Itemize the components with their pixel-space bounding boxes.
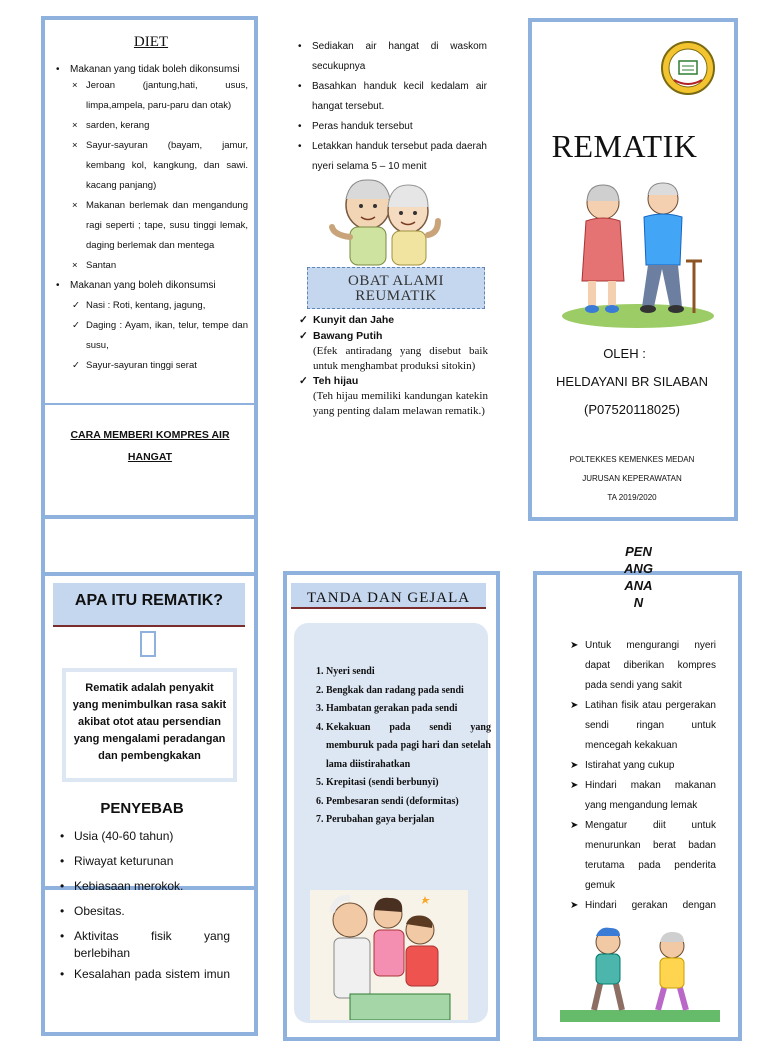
penanganan-title xyxy=(617,543,660,611)
obat-item-name: ✓ Teh hijau xyxy=(297,373,488,389)
diet-allowed-item: ✓ Daging : Ayam, ikan, telur, tempe dan susu, xyxy=(70,316,248,356)
elderly-man-figure xyxy=(332,898,370,998)
cover-author: HELDAYANI BR SILABAN xyxy=(556,374,708,389)
cover-nim: (P07520118025) xyxy=(584,402,680,417)
apa-definition: Rematik adalah penyakit yang menimbulkan rasa sakit akibat otot atau persendian yang mengalami peradangan dan pembengkakan xyxy=(62,668,237,782)
tanda-item: 1. Nyeri sendi xyxy=(326,663,491,682)
apa-title: APA ITU REMATIK? xyxy=(53,583,245,627)
elderly-woman-figure xyxy=(582,185,624,313)
elderly-couple-illustration xyxy=(328,175,442,267)
penanganan-title-line: ANG xyxy=(624,561,653,576)
kompres-step: • Sediakan air hangat di waskom secukupnya xyxy=(296,37,487,77)
diet-allowed-item: ✓ Sayur-sayuran tinggi serat xyxy=(70,356,248,376)
tanda-item: 5. Krepitasi (sendi berbunyi) xyxy=(326,774,491,793)
tanda-list xyxy=(310,663,491,830)
penanganan-item: ➤ Hindari makan makanan yang mengandung lemak xyxy=(568,776,716,816)
diet-not-allowed-item: × Sayur-sayuran (bayam, jamur, kembang kol, kangkung, dan sawi. kacang panjang) xyxy=(70,136,248,196)
obat-title: OBAT ALAMI REUMATIK xyxy=(307,267,485,309)
obat-item-name: ✓ Kunyit dan Jahe xyxy=(297,312,488,328)
diet-allowed-item: ✓ Nasi : Roti, kentang, jagung, xyxy=(70,296,248,316)
elderly-man-figure xyxy=(640,183,684,313)
penanganan-title-line: PEN xyxy=(625,544,652,559)
penyebab-item: • Kesalahan pada sistem imun xyxy=(58,966,230,983)
penyebab-item: • Usia (40-60 tahun) xyxy=(58,828,230,845)
obat-item-name: ✓ Bawang Putih xyxy=(297,328,488,344)
tanda-item: 6. Pembesaran sendi (deformitas) xyxy=(326,793,491,812)
elderly-man-figure xyxy=(594,928,622,1010)
nurse-figure xyxy=(374,898,404,976)
elderly-walking-illustration xyxy=(558,181,716,333)
penyebab-list xyxy=(58,828,230,983)
cover-department: JURUSAN KEPERAWATAN xyxy=(582,474,682,483)
elderly-exercise-illustration xyxy=(560,920,720,1022)
penanganan-list xyxy=(568,636,716,916)
penyebab-item: • Riwayat keturunan xyxy=(58,853,230,870)
tanda-item: 2. Bengkak dan radang pada sendi xyxy=(326,682,491,701)
obat-list xyxy=(297,312,488,418)
placeholder-box-icon xyxy=(140,631,156,657)
patient-figure xyxy=(406,916,438,986)
kompres-title: CARA MEMBERI KOMPRES AIR HANGAT xyxy=(70,429,230,463)
elderly-man-figure xyxy=(332,180,390,265)
penanganan-title-line: ANA xyxy=(624,578,653,593)
penyebab-item: • Obesitas. xyxy=(58,903,230,920)
elderly-woman-figure xyxy=(388,185,438,265)
penyebab-item: • Kebiasaan merokok. xyxy=(58,878,230,895)
kompres-step: • Basahkan handuk kecil kedalam air hangat tersebut. xyxy=(296,77,487,117)
obat-item-desc: (Teh hijau memiliki kandungan katekin yang penting dalam melawan rematik.) xyxy=(313,390,488,417)
penanganan-item: ➤ Latihan fisik atau pergerakan sendi ringan untuk mencegah kekakuan xyxy=(568,696,716,756)
tanda-item: 4. Kekakuan pada sendi yang memburuk pada pagi hari dan setelah lama diistirahatkan xyxy=(326,719,491,775)
diet-allowed-label: • Makanan yang boleh dikonsumsi xyxy=(54,276,248,296)
penanganan-title-line: N xyxy=(633,595,644,610)
diet-not-allowed-item: × sarden, kerang xyxy=(70,116,248,136)
diet-not-allowed-item: × Santan xyxy=(70,256,248,276)
diet-title: DIET xyxy=(133,34,169,50)
diet-not-allowed-item: × Makanan berlemak dan mengandung ragi seperti ; tape, susu tinggi lemak, daging berlemak dan mentega xyxy=(70,196,248,256)
joint-pain-illustration xyxy=(310,890,468,1020)
kompres-step: • Letakkan handuk tersebut pada daerah nyeri selama 5 – 10 menit xyxy=(296,137,487,177)
obat-item-desc: (Efek antiradang yang disebut baik untuk menghambat produksi sitokin) xyxy=(313,345,488,372)
penanganan-item: ➤ Mengatur diit untuk menurunkan berat badan terutama pada penderita gemuk xyxy=(568,816,716,896)
kompres-steps xyxy=(296,37,487,177)
kompres-step: • Peras handuk tersebut xyxy=(296,117,487,137)
tanda-item: 3. Hambatan gerakan pada sendi xyxy=(326,700,491,719)
cover-year: TA 2019/2020 xyxy=(607,493,657,502)
penyebab-title: PENYEBAB xyxy=(100,800,184,817)
penanganan-item: ➤ Untuk mengurangi nyeri dapat diberikan kompres pada sendi yang sakit xyxy=(568,636,716,696)
connector-panel xyxy=(41,517,258,577)
cover-by: OLEH : xyxy=(603,346,646,361)
diet-not-allowed-label: • Makanan yang tidak boleh dikonsumsi xyxy=(54,63,248,76)
tanda-item: 7. Perubahan gaya berjalan xyxy=(326,811,491,830)
elderly-woman-figure xyxy=(658,932,686,1010)
tanda-title: TANDA DAN GEJALA xyxy=(291,583,486,609)
diet-section xyxy=(54,34,248,376)
penanganan-item: ➤ Istirahat yang cukup xyxy=(568,756,716,776)
table-shape xyxy=(350,994,450,1020)
diet-not-allowed-item: × Jeroan (jantung,hati, usus, limpa,ampela, paru-paru dan otak) xyxy=(70,76,248,116)
penanganan-item: ➤ Hindari gerakan dengan xyxy=(568,896,716,916)
cover-institution: POLTEKKES KEMENKES MEDAN xyxy=(569,455,695,464)
penyebab-item: • Aktivitas fisik yang berlebihan xyxy=(58,928,230,962)
cover-title: REMATIK xyxy=(551,128,698,164)
poltekkes-logo xyxy=(660,40,716,96)
